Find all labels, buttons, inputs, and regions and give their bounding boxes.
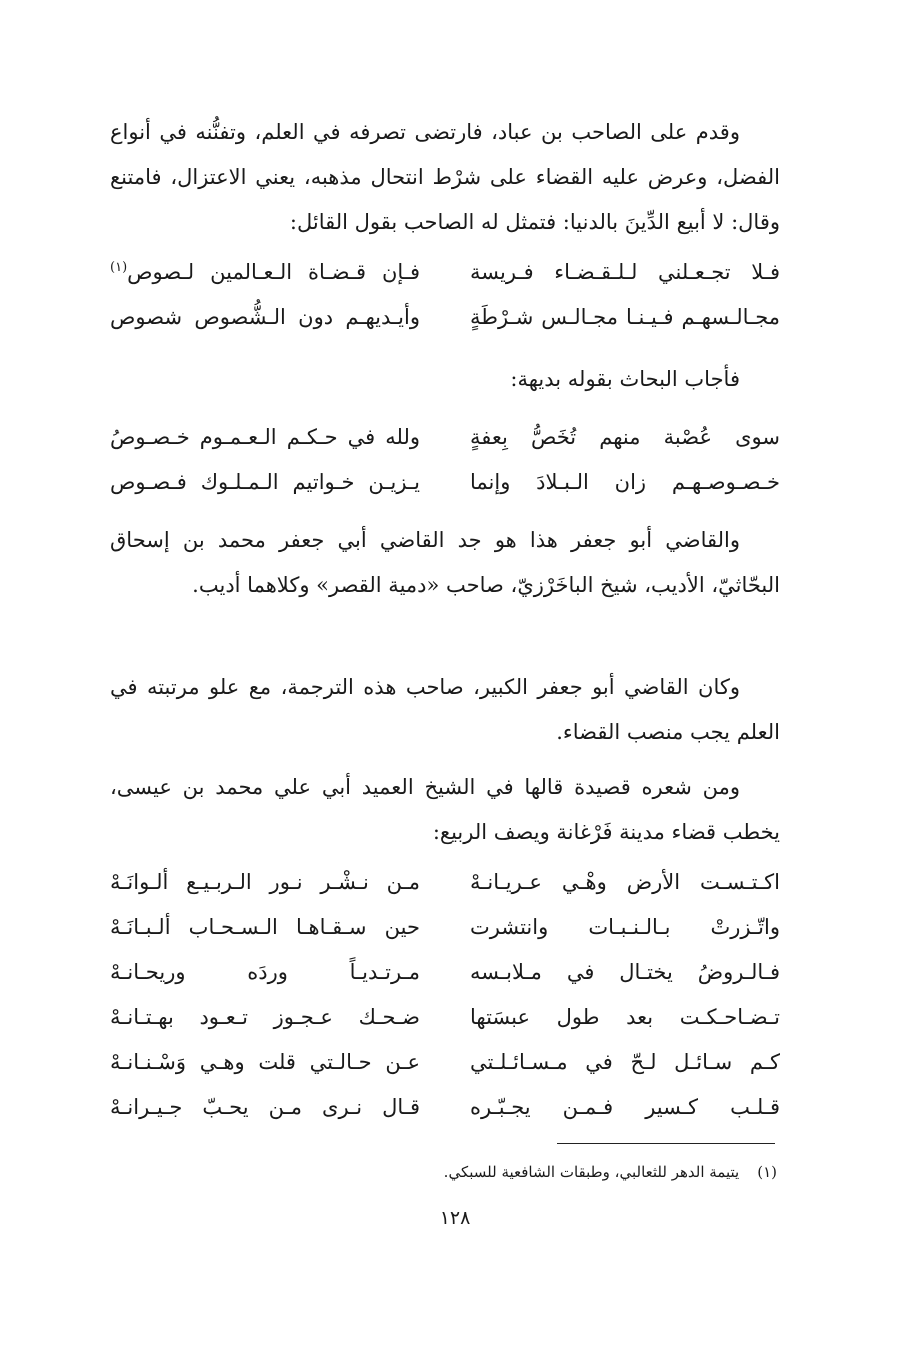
verse-first-hemistich: فـالـروضُ يختـال في مـلابـسه xyxy=(470,960,780,984)
verse-second-hemistich: عـن حـالـتي قلت وهـي وَسْـنـانـهْ xyxy=(110,1050,420,1074)
paragraph-poem-intro xyxy=(110,765,780,855)
verse-line xyxy=(110,1040,780,1085)
verse-second-hemistich: وأيـديهـم دون الـشُّصوص شصوص xyxy=(110,305,420,329)
hemistich-text: فـإن قـضـاة الـعـالمين لـصوص xyxy=(127,260,420,284)
paragraph-rank xyxy=(110,665,780,755)
poem-reply xyxy=(110,415,780,505)
verse-second-hemistich: قـال نـرى مـن يحـبّ جـيـرانـهْ xyxy=(110,1095,420,1119)
paragraph-lineage xyxy=(110,518,780,608)
page-number: ١٢٨ xyxy=(439,1207,471,1229)
verse-second-hemistich: مـن نـشْـر نـور الـربـيـع ألـوانَـهْ xyxy=(110,870,420,894)
verse-line xyxy=(110,460,780,505)
verse-line xyxy=(110,415,780,460)
verse-line xyxy=(110,995,780,1040)
verse-second-hemistich xyxy=(110,250,420,295)
verse-first-hemistich: مجـالـسهـم فـيـنـا مجـالـس شـرْطَةٍ xyxy=(470,305,780,329)
paragraph-reply xyxy=(110,357,780,402)
verse-second-hemistich: ولله في حـكـم الـعـمـوم خـصـوصُ xyxy=(110,425,420,449)
verse-first-hemistich: سوى عُصْبة منهم تُخَصُّ بِعفةٍ xyxy=(470,425,780,449)
verse-first-hemistich: كـم سـائـل لـحّ في مـسـائـلـتي xyxy=(470,1050,780,1074)
verse-first-hemistich: خـصـوصـهـم زان الـبـلادَ وإنما xyxy=(470,470,780,494)
paragraph-text: فأجاب البحاث بقوله بديهة: xyxy=(510,367,740,391)
verse-line xyxy=(110,1085,780,1130)
paragraph-text: وقدم على الصاحب بن عباد، فارتضى تصرفه في العلم، وتفنُّنه في أنواع الفضل، وعرض عليه القضاء على شرْط انتحال مذهبه، يعني الاعتزال، فامتنع وقال: لا أبيع الدِّينَ بالدنيا: فتمثل له الصاحب بقول القائل: xyxy=(110,120,780,234)
paragraph-text: ومن شعره قصيدة قالها في الشيخ العميد أبي علي محمد بن عيسى، يخطب قضاء مدينة فَرْغانة ويصف الربيع: xyxy=(110,775,780,844)
poem-judges xyxy=(110,250,780,340)
poem-spring xyxy=(110,860,780,1130)
verse-line xyxy=(110,905,780,950)
verse-second-hemistich: مـرتـديـاً وردَه وريحـانـهْ xyxy=(110,960,420,984)
verse-line xyxy=(110,295,780,340)
paragraph-intro xyxy=(110,110,780,245)
verse-second-hemistich: يـزيـن خـواتيم الـمـلـوك فـصـوص xyxy=(110,470,420,494)
verse-first-hemistich: قـلـب كـسير فـمـن يجـبّـره xyxy=(470,1095,780,1119)
verse-line xyxy=(110,250,780,295)
verse-second-hemistich: ضـحـك عـجـوز تـعـود بهـتـانـهْ xyxy=(110,1005,420,1029)
verse-first-hemistich: فـلا تجـعـلني لـلـقـضـاء فـريسة xyxy=(470,260,780,284)
verse-first-hemistich: تـضـاحـكـت بعد طول عبسَتها xyxy=(470,1005,780,1029)
verse-line xyxy=(110,950,780,995)
verse-line xyxy=(110,860,780,905)
footnote-divider xyxy=(557,1143,775,1144)
paragraph-text: وكان القاضي أبو جعفر الكبير، صاحب هذه الترجمة، مع علو مرتبته في العلم يجب منصب القضاء. xyxy=(110,675,780,744)
footnote-marker[interactable]: (١) xyxy=(110,260,128,275)
footnote-text: يتيمة الدهر للثعالبي، وطبقات الشافعية للسبكي. xyxy=(443,1163,740,1181)
verse-first-hemistich: واتّـزرتْ بـالـنـبـات وانتشرت xyxy=(470,915,780,939)
footnote xyxy=(444,1160,777,1184)
verse-first-hemistich: اكـتـسـت الأرض وهْـي عـريـانـهْ xyxy=(470,870,780,894)
footnote-number: (١) xyxy=(757,1163,777,1181)
verse-second-hemistich: حين سـقـاهـا الـسـحـاب ألـبـانَـهْ xyxy=(110,915,420,939)
paragraph-text: والقاضي أبو جعفر هذا هو جد القاضي أبي جعفر محمد بن إسحاق البحّاثيّ، الأديب، شيخ الباخَرْزيّ، صاحب «دمية القصر» وكلاهما أديب. xyxy=(110,528,780,597)
